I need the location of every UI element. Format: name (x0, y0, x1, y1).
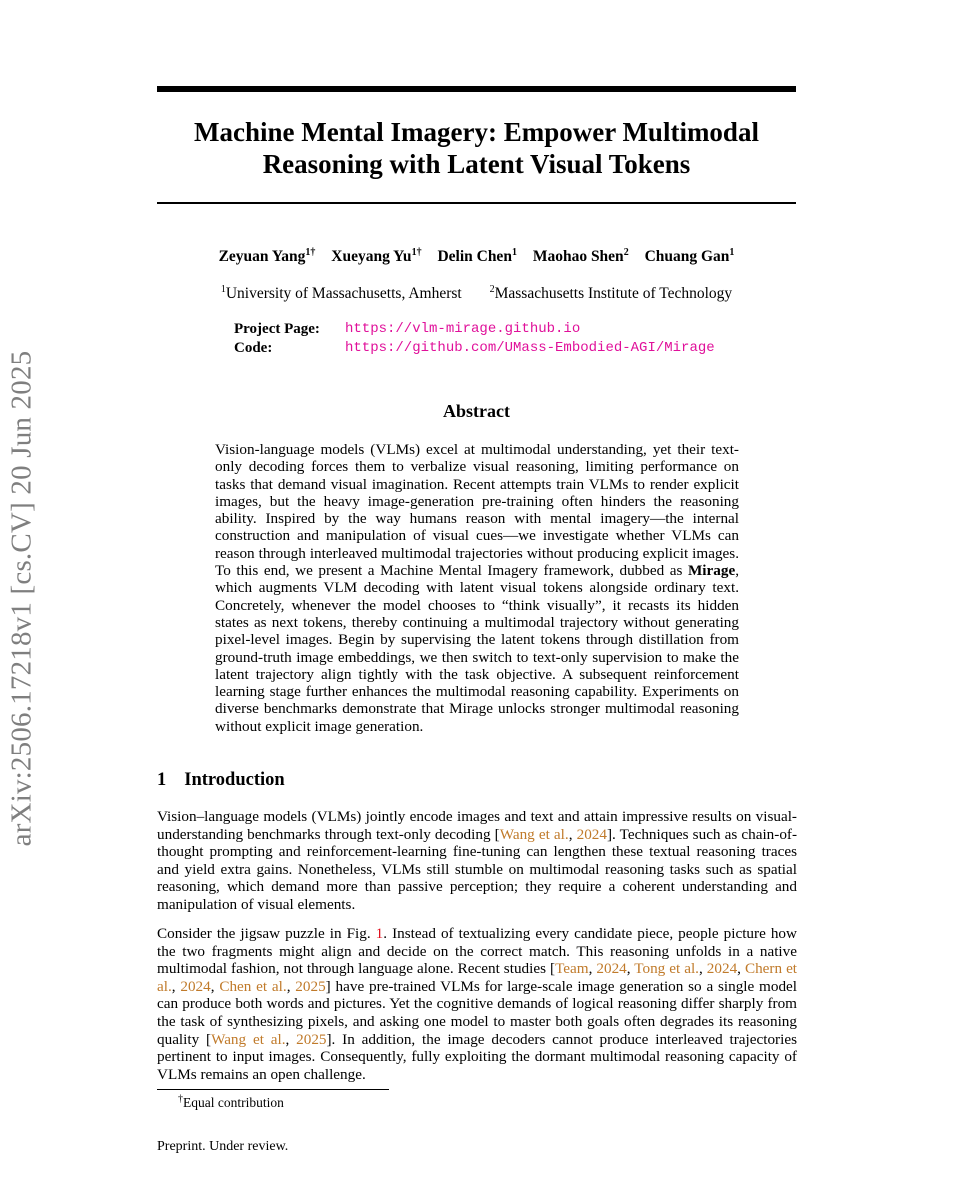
citation-link[interactable]: Wang et al. (211, 1030, 286, 1048)
citation-link[interactable]: Wang et al. (499, 825, 569, 843)
arxiv-stamp-text: arXiv:2506.17218v1 [cs.CV] 20 Jun 2025 (5, 350, 38, 846)
code-link[interactable]: https://github.com/UMass-Embodied-AGI/Mirage (345, 340, 715, 356)
affiliations (157, 284, 796, 304)
citation-link[interactable]: Chen et al. (219, 977, 287, 995)
project-links (234, 320, 715, 358)
affiliation: $^1$University of Massachusetts, Amherst (220, 283, 462, 302)
arxiv-stamp (2, 318, 42, 878)
title-rule-top (157, 86, 796, 92)
citation-link[interactable]: Team (555, 960, 589, 978)
paper-title (157, 116, 796, 180)
intro-paragraph-1: Vision–language models (VLMs) jointly encode images and text and attain impressive results on visual-understanding benchmarks through text-only decoding [Wang et al., 2024]. Techniques such as chain-of-thought prompting and reinforcement-learning fine-tuning can lengthen these textual reasoning traces and yield extra gains. Nonetheless, VLMs still stumble on multimodal reasoning tasks such as spatial reasoning, which demand more than passive perception; they require a coherent understanding and manipulation of visual elements. (157, 808, 798, 913)
author: Zeyuan Yang$^{1\dagger}$ (218, 246, 316, 265)
citation-link[interactable]: 2025 (296, 1030, 327, 1048)
footnote-rule (157, 1089, 389, 1090)
figure-link[interactable]: 1 (375, 925, 384, 942)
affiliation: $^2$Massachusetts Institute of Technology (489, 283, 733, 302)
preprint-notice: Preprint. Under review. (157, 1139, 289, 1154)
project-page-label: Project Page: (234, 321, 320, 337)
intro-paragraph-2: Consider the jigsaw puzzle in Fig. 1. Instead of textualizing every candidate piece, people picture how the two fragments might align and decide on the correct match. This reasoning unfolds in a native multimodal fashion, not through language alone. Recent studies [Team, 2024, Tong et al., 2024, Chern et al., 2024, Chen et al., 2025] have pre-trained VLMs for large-scale image generation so a single model can produce both words and pictures. Yet the cognitive demands of logical reasoning differ sharply from the task of synthesizing pixels, and asking one model to master both goals often degrades its reasoning quality [Wang et al., 2025]. In addition, the image decoders cannot produce interleaved trajectories pertinent to input images. Consequently, fully exploiting the dormant multimodal reasoning capacity of VLMs remains an open challenge. (157, 925, 798, 1083)
citation-link[interactable]: 2024 (596, 960, 627, 978)
mirage-name: Mirage (687, 562, 736, 580)
citation-link[interactable]: 2024 (706, 960, 738, 978)
title-line-1: Machine Mental Imagery: Empower Multimodal (194, 117, 759, 147)
abstract-body: Vision-language models (VLMs) excel at multimodal understanding, yet their text-only decoding forces them to verbalize visual reasoning, limiting performance on tasks that demand visual imagination. Recent attempts train VLMs to render explicit images, but the heavy image-generation pre-training often hinders the reasoning ability. Inspired by the way humans reason with mental imagery—the internal construction and manipulation of visual cues—we investigate whether VLMs can reason through interleaved multimodal trajectories without producing explicit images. To this end, we present a Machine Mental Imagery framework, dubbed as Mirage, which augments VLM decoding with latent visual tokens alongside ordinary text. Concretely, whenever the model chooses to “think visually”, it recasts its hidden states as next tokens, thereby continuing a multimodal trajectory without generating pixel-level images. Begin by supervising the latent tokens through distillation from ground-truth image embeddings, we then switch to text-only supervision to make the latent trajectory align tightly with the task objective. A subsequent reinforcement learning stage further enhances the multimodal reasoning capability. Experiments on diverse benchmarks demonstrate that Mirage unlocks stronger multimodal reasoning without explicit image generation. (215, 441, 739, 735)
citation-link[interactable]: 2025 (295, 977, 326, 995)
author: Maohao Shen$^2$ (532, 246, 629, 265)
code-label: Code: (234, 340, 273, 356)
author: Delin Chen$^1$ (437, 246, 517, 265)
abstract-heading: Abstract (443, 401, 510, 421)
author-list (157, 247, 796, 267)
author: Chuang Gan$^1$ (644, 246, 735, 265)
author: Xueyang $Yu^{1\dagger}$ (331, 246, 422, 265)
citation-link[interactable]: Chern et al. (157, 960, 798, 995)
section-heading-introduction: 1 Introduction (157, 770, 285, 790)
project-page-link[interactable]: https://vlm-mirage.github.io (345, 321, 581, 337)
citation-link[interactable]: Tong et al. (634, 960, 699, 978)
citation-link[interactable]: 2024 (180, 977, 211, 995)
citation-link[interactable]: 2024 (576, 825, 607, 843)
title-line-2: Reasoning with Latent Visual Tokens (262, 149, 691, 179)
title-rule-bottom (157, 202, 796, 204)
footnote: †Equal contribution (178, 1093, 284, 1110)
